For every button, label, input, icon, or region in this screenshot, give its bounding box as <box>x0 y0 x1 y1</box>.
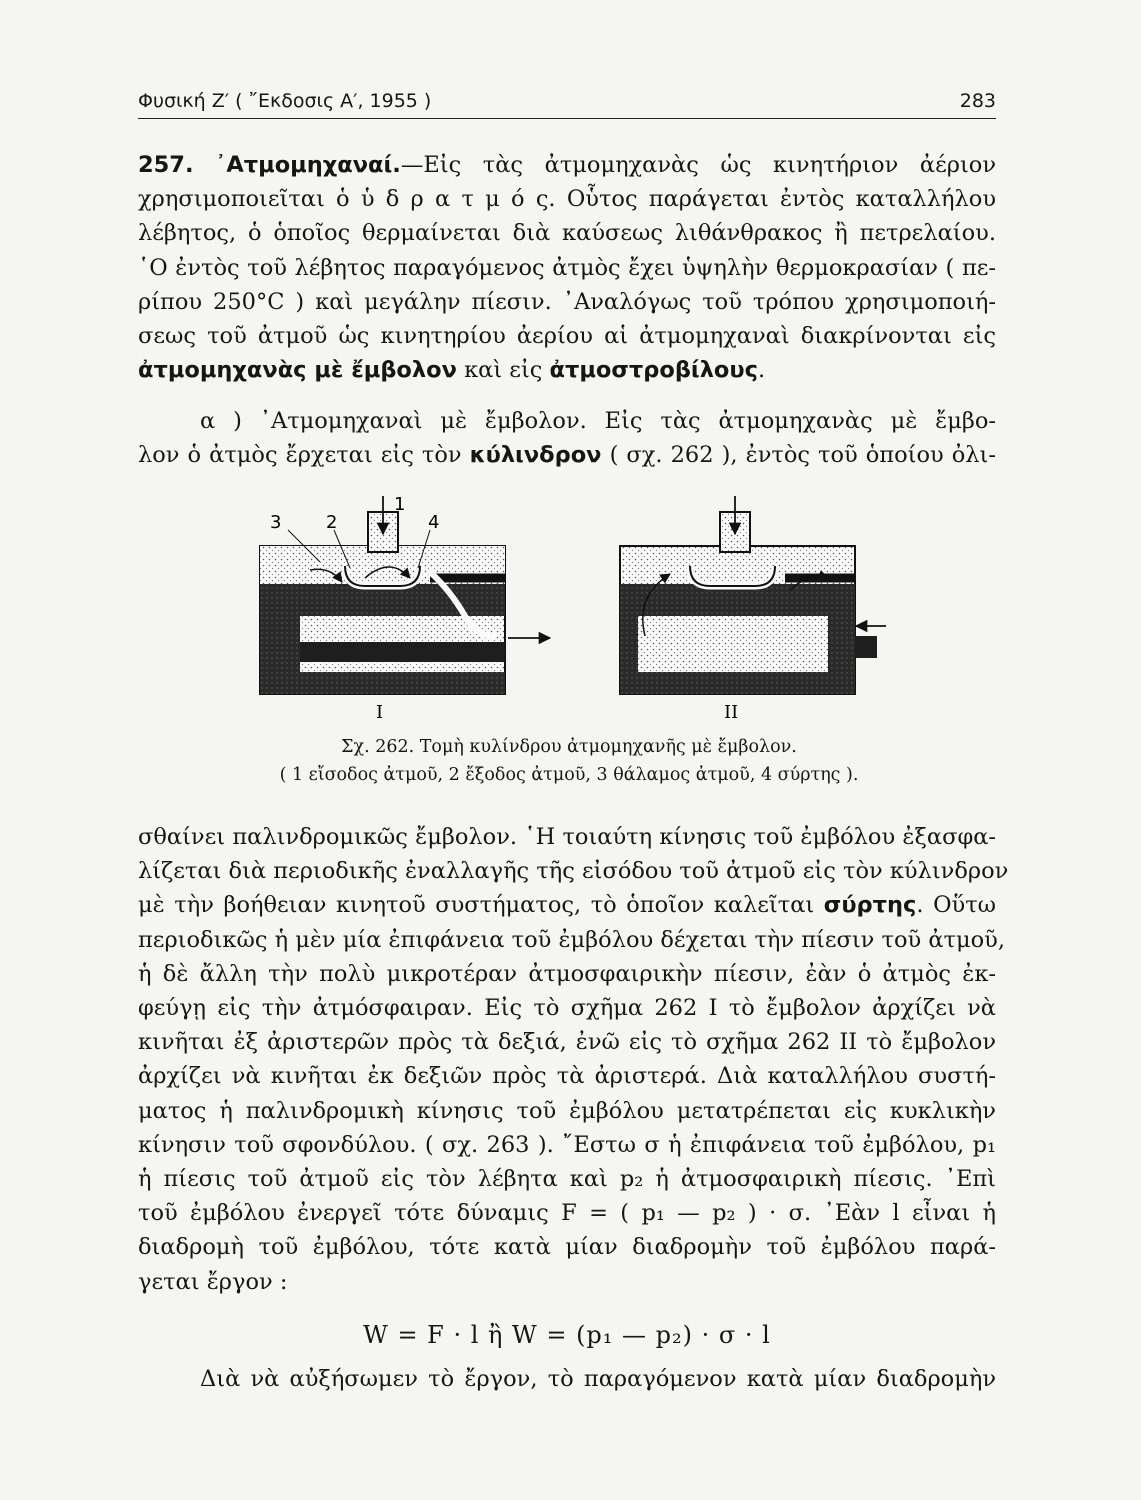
cylinder-wall-bottom <box>620 672 855 694</box>
text-span: . <box>757 357 766 384</box>
text-span: μὲ τὴν βοήθειαν κινητοῦ συστήματος, τὸ ὁποῖον καλεῖται <box>138 892 824 919</box>
label-2: 2 <box>326 512 338 533</box>
text-line <box>138 888 996 922</box>
text-line: λέβητος, ὁ ὁποῖος θερμαίνεται διὰ καύσεως λιθάνθρακος ἢ πετρελαίου. <box>138 220 996 247</box>
text-line: ῾Ο ἐντὸς τοῦ λέβητος παραγόμενος ἀτμὸς ἔχει ὑψηλὴν θερμοκρασίαν ( πε- <box>138 254 996 281</box>
text-line: κίνησιν τοῦ σφονδύλου. ( σχ. 263 ). ῎Εστω σ ἡ ἐπιφάνεια τοῦ ἐμβόλου, p₁ <box>138 1131 996 1158</box>
section-title: ᾿Ατμομηχαναί. <box>215 152 401 178</box>
text-line: κινῆται ἐξ ἀριστερῶν πρὸς τὰ δεξιά, ἐνῶ εἰς τὸ σχῆμα 262 II τὸ ἔμβολον <box>138 1029 996 1056</box>
figure-caption-legend: ( 1 εἴσοδος ἀτμοῦ, 2 ἔξοδος ἀτμοῦ, 3 θάλαμος ἀτμοῦ, 4 σύρτης ). <box>279 765 859 785</box>
text-line: ματος ἡ παλινδρομικὴ κίνησις τοῦ ἐμβόλου μετατρέπεται εἰς κυκλικὴν <box>138 1097 996 1124</box>
text-span: —Εἰς τὰς ἀτμομηχανὰς ὡς κινητήριον ἀέριον <box>400 152 997 178</box>
body-paragraph <box>138 820 1009 1299</box>
text-line: ρίπου 250°C ) καὶ μεγάλην πίεσιν. ᾿Αναλόγως τοῦ τρόπου χρησιμοποιή- <box>138 288 996 315</box>
bold-term: ἀτμοστροβίλους <box>549 357 758 384</box>
text-line: σεως τοῦ ἀτμοῦ ὡς κινητηρίου ἀερίου αἱ ἀτμομηχαναὶ διακρίνονται εἰς <box>138 323 996 350</box>
section-257-paragraph <box>138 148 996 387</box>
cylinder-end <box>620 584 638 694</box>
bold-term: σύρτης <box>823 892 917 919</box>
piston-rod <box>855 636 877 658</box>
page-number: 283 <box>959 90 996 112</box>
text-line: Διὰ νὰ αὐξήσωμεν τὸ ἔργον, τὸ παραγόμενον κατὰ μίαν διαδρομὴν <box>200 1366 996 1392</box>
piston <box>260 584 300 694</box>
piston <box>828 584 855 694</box>
piston-rod <box>300 642 505 662</box>
text-line: περιοδικῶς ἡ μὲν μία ἐπιφάνεια τοῦ ἐμβόλου δέχεται τὴν πίεσιν τοῦ ἀτμοῦ, <box>138 926 1005 953</box>
diagram-II <box>620 496 886 723</box>
text-line: ἡ δὲ ἄλλη τὴν πολὺ μικροτέραν ἀτμοσφαιρικὴν πίεσιν, ἐὰν ὁ ἀτμὸς ἐκ- <box>138 960 996 987</box>
text-line <box>138 353 996 387</box>
running-header <box>138 88 996 119</box>
text-line: διαδρομὴ τοῦ ἐμβόλου, τότε κατὰ μίαν διαδρομὴν τοῦ ἐμβόλου παρά- <box>138 1234 996 1261</box>
text-line: α ) ᾿Ατμομηχαναὶ μὲ ἔμβολον. Εἰς τὰς ἀτμομηχανὰς μὲ ἔμβο- <box>200 408 996 434</box>
cylinder-outline <box>620 546 855 694</box>
text-span: . Οὕτω <box>916 892 996 919</box>
figure-caption: Σχ. 262. Τομὴ κυλίνδρου ἀτμομηχανῆς μὲ ἔμβολον. <box>341 737 797 757</box>
text-line <box>138 148 996 182</box>
closing-paragraph <box>138 1362 996 1396</box>
bold-term: κύλινδρον <box>469 442 602 469</box>
text-line: τοῦ ἐμβόλου ἐνεργεῖ τότε δύναμις F = ( p₁ — p₂ ) · σ. ᾿Εὰν l εἶναι ἡ <box>138 1200 996 1227</box>
diagram-I <box>260 494 550 723</box>
work-formula: W = F · l ἢ W = (p₁ — p₂) · σ · l <box>363 1321 771 1349</box>
steam-cylinder-figure <box>250 486 890 726</box>
header-title: Φυσική Ζ′ ( ῎Εκδοσις Α′, 1955 ) <box>138 90 432 112</box>
label-4: 4 <box>428 512 440 533</box>
text-span: ( σχ. 262 ), ἐντὸς τοῦ ὁποίου ὀλι- <box>601 442 996 469</box>
text-line: σθαίνει παλινδρομικῶς ἔμβολον. ῾Η τοιαύτη κίνησις τοῦ ἐμβόλου ἐξασφα- <box>138 824 996 850</box>
label-3: 3 <box>270 512 282 533</box>
bold-term: ἀτμομηχανὰς μὲ ἔμβολον <box>138 357 457 384</box>
label-1: 1 <box>394 494 406 515</box>
subsection-a-paragraph <box>138 404 996 472</box>
text-line: γεται ἔργον : <box>138 1268 288 1295</box>
text-span: καὶ εἰς <box>456 357 550 384</box>
label-I: I <box>376 702 384 723</box>
section-number: 257. <box>138 152 194 178</box>
text-line: χρησιμοποιεῖται ὁ ὑ δ ρ α τ μ ό ς. Οὗτος παράγεται ἐντὸς καταλλήλου <box>138 186 996 213</box>
text-span: λον ὁ ἀτμὸς ἔρχεται εἰς τὸν <box>138 442 470 469</box>
text-line: φεύγῃ εἰς τὴν ἀτμόσφαιραν. Εἰς τὸ σχῆμα 262 I τὸ ἔμβολον ἀρχίζει νὰ <box>138 995 996 1022</box>
text-line: λίζεται διὰ περιοδικῆς ἐναλλαγῆς τῆς εἰσόδου τοῦ ἀτμοῦ εἰς τὸν κύλινδρον <box>138 858 1009 885</box>
text-line: ἡ πίεσις τοῦ ἀτμοῦ εἰς τὸν λέβητα καὶ p₂ ἡ ἀτμοσφαιρικὴ πίεσις. ᾿Επὶ <box>138 1166 996 1193</box>
label-II: II <box>724 702 739 723</box>
text-line <box>138 438 996 472</box>
text-line: ἀρχίζει νὰ κινῆται ἐκ δεξιῶν πρὸς τὰ ἀριστερά. Διὰ καταλλήλου συστή- <box>138 1063 996 1090</box>
